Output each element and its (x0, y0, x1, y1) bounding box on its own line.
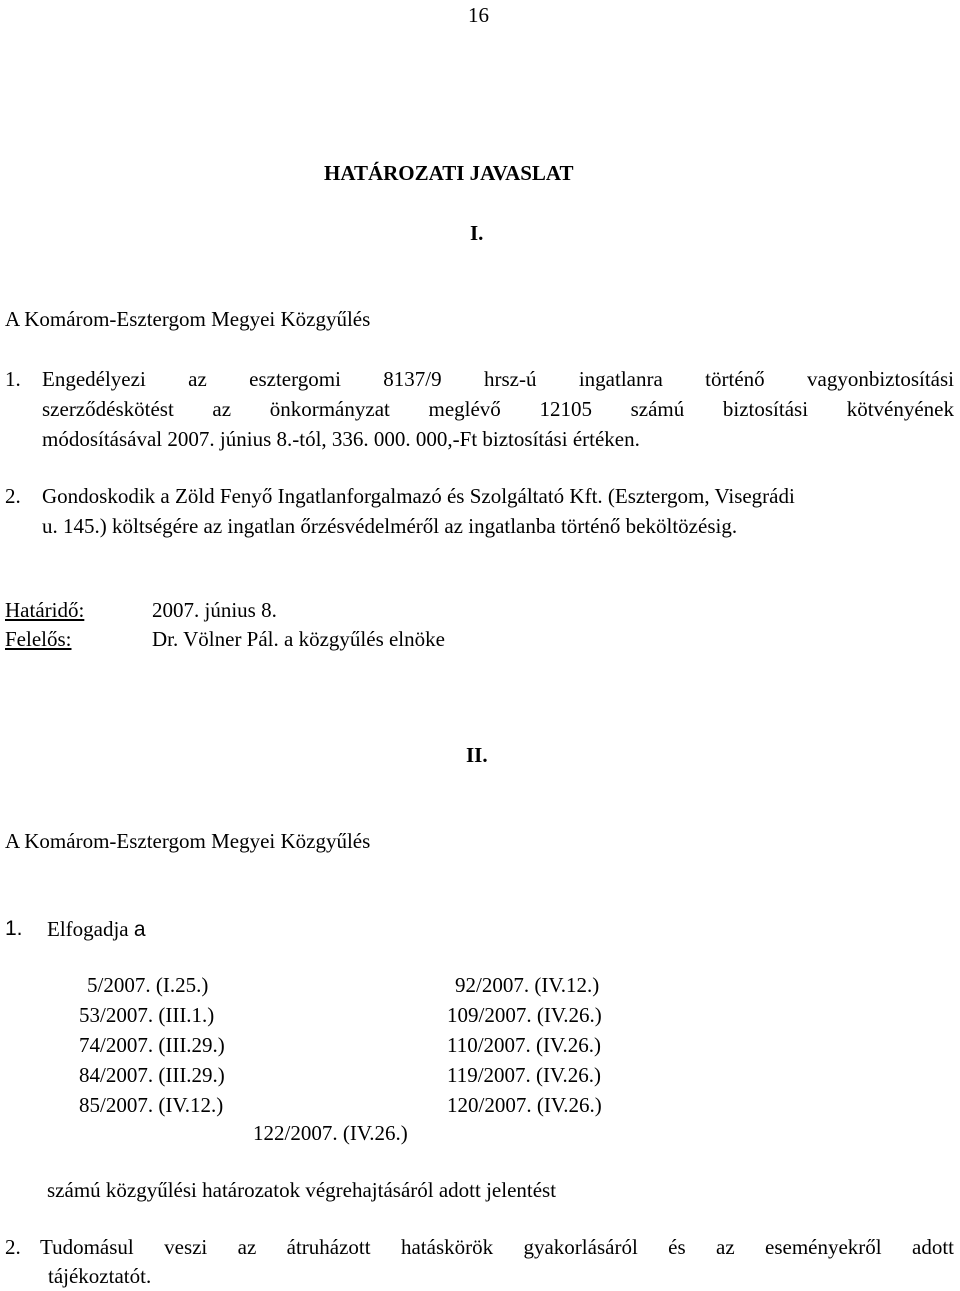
page-number: 16 (468, 3, 489, 27)
resolutions-right-column (447, 970, 602, 1120)
resolution-item: 110/2007. (IV.26.) (447, 1033, 601, 1057)
item-text-line: Gondoskodik a Zöld Fenyő Ingatlanforgalmazó és Szolgáltató Kft. (Esztergom, Visegrádi (42, 484, 795, 508)
accept-article: a (133, 918, 146, 941)
resolution-item: 5/2007. (I.25.) (87, 973, 209, 997)
item-number: 2. (5, 1235, 21, 1259)
item-text-line: Tudomásul veszi az átruházott hatáskörök gyakorlásáról és az eseményekről adott (40, 1235, 954, 1259)
section-2-assembly: A Komárom-Esztergom Megyei Közgyűlés (5, 829, 371, 853)
responsible-label: Felelős: (5, 627, 72, 651)
deadline-value: 2007. június 8. (152, 598, 277, 622)
document-title: HATÁROZATI JAVASLAT (324, 161, 574, 185)
resolution-item: 120/2007. (IV.26.) (447, 1093, 602, 1117)
resolution-item: 92/2007. (IV.12.) (455, 973, 600, 997)
item-text-line: tájékoztatót. (48, 1264, 152, 1288)
item-text-line: módosításával 2007. június 8.-tól, 336. 000. 000,-Ft biztosítási értéken. (42, 427, 640, 451)
item-text (47, 914, 146, 945)
section-1-numeral: I. (470, 221, 484, 245)
section-2-numeral: II. (466, 743, 488, 767)
resolution-item: 84/2007. (III.29.) (79, 1063, 225, 1087)
resolution-item: 74/2007. (III.29.) (79, 1033, 225, 1057)
resolutions-left-column (79, 970, 225, 1120)
deadline-label: Határidő: (5, 598, 85, 622)
item-number: 1. (5, 917, 23, 940)
item-closing-text: számú közgyűlési határozatok végrehajtásáról adott jelentést (47, 1178, 557, 1202)
resolution-item: 109/2007. (IV.26.) (447, 1003, 602, 1027)
resolution-item: 53/2007. (III.1.) (79, 1003, 215, 1027)
resolution-item: 119/2007. (IV.26.) (447, 1063, 601, 1087)
item-number: 1. (5, 367, 21, 391)
item-text-line: Engedélyezi az esztergomi 8137/9 hrsz-ú ingatlanra történő vagyonbiztosítási (42, 367, 954, 391)
resolution-item: 85/2007. (IV.12.) (79, 1093, 224, 1117)
item-number: 2. (5, 484, 21, 508)
section-1-assembly: A Komárom-Esztergom Megyei Közgyűlés (5, 307, 371, 331)
item-text-line: u. 145.) költségére az ingatlan őrzésvédelméről az ingatlanba történő beköltözésig. (42, 514, 738, 538)
item-text-line: szerződéskötést az önkormányzat meglévő 12105 számú biztosítási kötvényének (42, 397, 954, 421)
resolution-item: 122/2007. (IV.26.) (253, 1121, 408, 1145)
responsible-value: Dr. Völner Pál. a közgyűlés elnöke (152, 627, 445, 651)
accept-word: Elfogadja (47, 917, 129, 941)
